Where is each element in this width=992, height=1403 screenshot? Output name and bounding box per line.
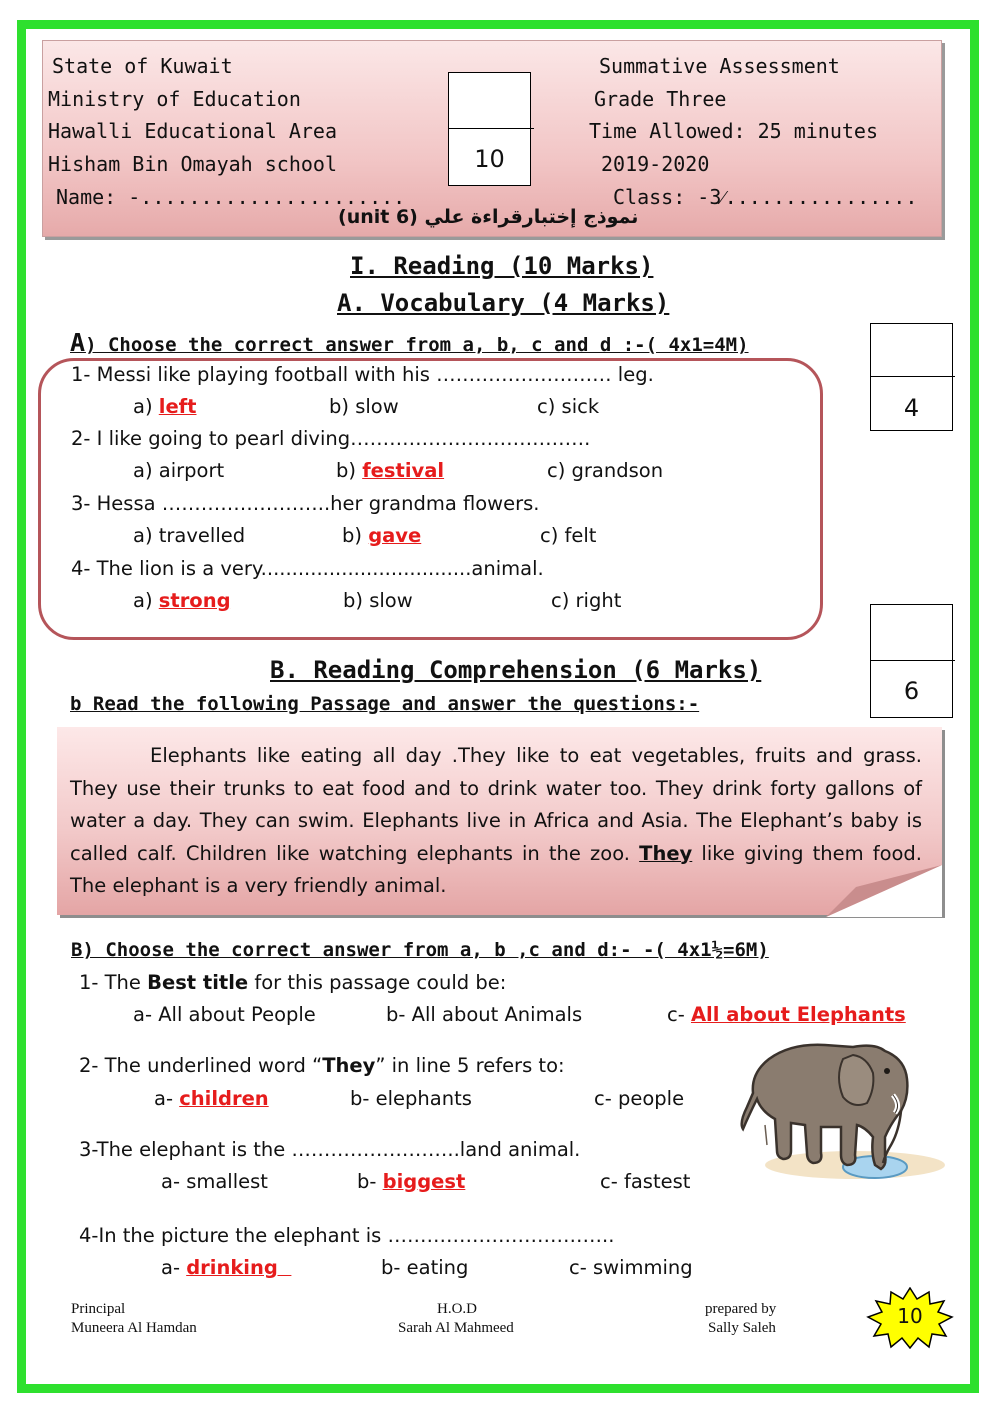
section-comp-title: B. Reading Comprehension (6 Marks) [270, 656, 762, 684]
header-ministry: Ministry of Education [48, 87, 301, 111]
total-score: 10 [474, 145, 505, 173]
underlined-word: They [639, 841, 693, 865]
principal-title: Principal [71, 1301, 126, 1317]
section-vocab-title: A. Vocabulary (4 Marks) [337, 289, 670, 317]
option-a[interactable]: a) left [133, 395, 197, 418]
correct-answer: biggest [382, 1170, 466, 1193]
header-year: 2019-2020 [601, 152, 710, 176]
option-b[interactable]: b- All about Animals [386, 1003, 583, 1026]
option-b[interactable]: b) festival [336, 459, 445, 482]
correct-answer: children [179, 1087, 269, 1110]
option-a[interactable]: a) airport [133, 459, 225, 482]
option-c[interactable]: c- swimming [569, 1256, 693, 1279]
prepared-by-title: prepared by [705, 1301, 777, 1317]
option-b[interactable]: b) slow [343, 589, 413, 612]
score-divider [871, 376, 955, 377]
vocab-score-box [870, 323, 953, 431]
section-reading-title: I. Reading (10 Marks) [350, 252, 654, 280]
hod-name: Sarah Al Mahmeed [398, 1320, 514, 1336]
vocab-question-2: 2- I like going to pearl diving………………………………. [71, 427, 591, 450]
vocab-instruction-text: ) Choose the correct answer from a, b, c and d :-( 4x1=4M) [85, 334, 749, 356]
option-b[interactable]: b) gave [342, 524, 422, 547]
vocab-instruction-letter: A [70, 328, 86, 357]
header-state: State of Kuwait [52, 54, 233, 78]
prepared-by-name: Sally Saleh [708, 1320, 776, 1336]
option-a[interactable]: a- children [154, 1087, 269, 1110]
option-c[interactable]: c) sick [537, 395, 600, 418]
passage-instruction: b Read the following Passage and answer the questions:- [70, 693, 700, 715]
score-divider [871, 660, 955, 661]
principal-name: Muneera Al Hamdan [71, 1320, 197, 1336]
comp-instruction: B) Choose the correct answer from a, b ,c and d:- -( 4x1½=6M) [71, 939, 769, 961]
vocab-score: 4 [903, 394, 920, 422]
arabic-title-unit: (unit 6) [338, 206, 418, 228]
header-area: Hawalli Educational Area [48, 119, 337, 143]
vocab-question-1: 1- Messi like playing football with his ……………………… leg. [71, 363, 654, 386]
option-a[interactable]: a) strong [133, 589, 231, 612]
comp-question-1: 1- The Best title for this passage could be: [79, 971, 507, 994]
vocab-question-4: 4- The lion is a very..................................animal. [71, 557, 544, 580]
class-field[interactable]: Class: -3⁄................ [613, 185, 918, 209]
header-assessment: Summative Assessment [599, 54, 840, 78]
option-c[interactable]: c- All about Elephants [667, 1003, 906, 1026]
vocab-question-3: 3- Hessa ……………………..her grandma flowers. [71, 492, 540, 515]
option-c[interactable]: c- fastest [600, 1170, 691, 1193]
option-a[interactable]: a- smallest [161, 1170, 268, 1193]
option-c[interactable]: c- people [594, 1087, 685, 1110]
option-a[interactable]: a- drinking [161, 1256, 292, 1279]
correct-answer: drinking [186, 1256, 292, 1279]
correct-answer: All about Elephants [690, 1003, 906, 1026]
hod-title: H.O.D [437, 1301, 477, 1317]
option-c[interactable]: c) felt [540, 524, 597, 547]
comp-score: 6 [903, 677, 920, 705]
comp-question-4: 4-In the picture the elephant is …………………………….. [79, 1224, 615, 1247]
elephant-illustration [725, 1033, 945, 1198]
correct-answer: festival [362, 459, 445, 482]
vocab-instruction [70, 328, 749, 357]
comp-score-box [870, 604, 953, 718]
comp-question-3: 3-The elephant is the ……………………..land animal. [79, 1138, 581, 1161]
option-c[interactable]: c) grandson [547, 459, 664, 482]
total-score-box [448, 72, 531, 186]
option-b[interactable]: b- eating [381, 1256, 469, 1279]
correct-answer: gave [368, 524, 422, 547]
reading-passage: Elephants like eating all day .They like to eat vegetables, fruits and grass. They use their trunks to eat food and to drink water too. They drink forty gallons of water a day. They can swim. Elephants live in Africa and Asia. The Elephant’s baby is called calf. Children like watching elephants in the zoo. They like giving them food. The elephant is a very friendly animal. [70, 744, 923, 897]
score-divider [449, 128, 534, 129]
option-a[interactable]: a- All about People [133, 1003, 316, 1026]
header-grade: Grade Three [594, 87, 727, 111]
score-badge: 10 [897, 1304, 923, 1328]
correct-answer: strong [158, 589, 231, 612]
option-a[interactable]: a) travelled [133, 524, 246, 547]
name-field[interactable]: Name: -...................... [56, 185, 406, 209]
arabic-title [338, 206, 638, 228]
correct-answer: left [158, 395, 197, 418]
comp-question-2: 2- The underlined word “They” in line 5 refers to: [79, 1054, 565, 1077]
arabic-title-text: نموذج إختبارقراءة علي [424, 206, 639, 228]
option-b[interactable]: b- biggest [357, 1170, 466, 1193]
option-c[interactable]: c) right [551, 589, 622, 612]
header-time: Time Allowed: 25 minutes [589, 119, 878, 143]
option-b[interactable]: b) slow [329, 395, 399, 418]
option-b[interactable]: b- elephants [350, 1087, 472, 1110]
header-school: Hisham Bin Omayah school [48, 152, 337, 176]
